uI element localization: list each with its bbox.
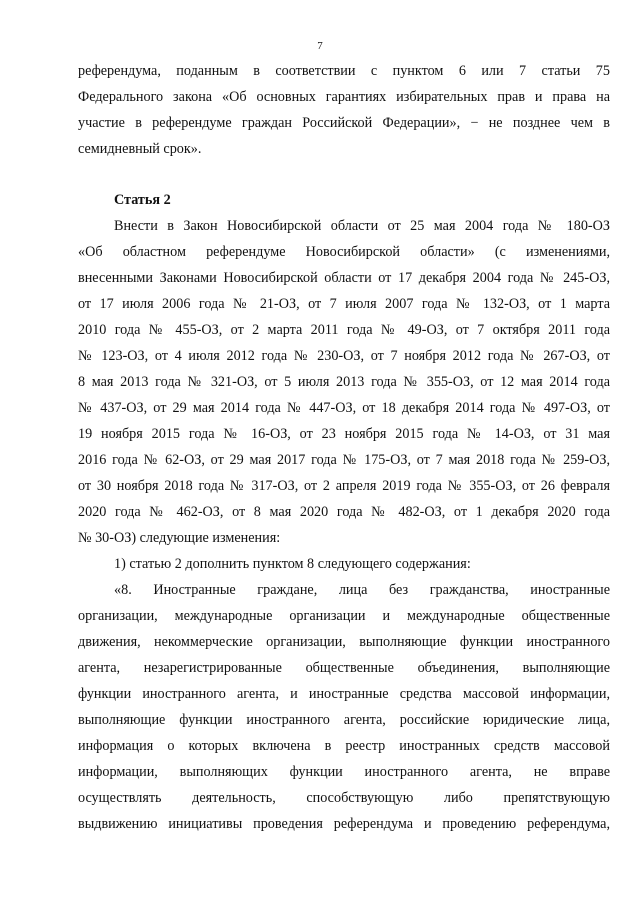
text-line: 2016 года № 62-ОЗ, от 29 мая 2017 года № 175-ОЗ, от 7 мая 2018 года № 259-ОЗ, [78,452,610,468]
text-line: выполняющие функции иностранного агента, российские юридические лица, [78,712,610,728]
text-line: Внести в Закон Новосибирской области от 25 мая 2004 года № 180-ОЗ [114,218,610,234]
page-number: 7 [317,40,323,52]
text-line: информация о которых включена в реестр иностранных средств массовой [78,738,610,754]
text-line: от 30 ноября 2018 года № 317-ОЗ, от 2 апреля 2019 года № 355-ОЗ, от 26 февраля [78,478,610,494]
text-line: № 437-ОЗ, от 29 мая 2014 года № 447-ОЗ, от 18 декабря 2014 года № 497-ОЗ, от [78,400,610,416]
text-line: 8 мая 2013 года № 321-ОЗ, от 5 июля 2013 года № 355-ОЗ, от 12 мая 2014 года [78,374,610,390]
text-line: семидневный срок». [78,141,202,157]
text-line: № 123-ОЗ, от 4 июля 2012 года № 230-ОЗ, от 7 ноября 2012 года № 267-ОЗ, от [78,348,610,364]
text-line: № 30-ОЗ) следующие изменения: [78,530,281,546]
text-line: организации, международные организации и международные общественные [78,608,610,624]
text-line: «8. Иностранные граждане, лица без гражданства, иностранные [114,582,610,598]
text-line: 19 ноября 2015 года № 16-ОЗ, от 23 ноября 2015 года № 14-ОЗ, от 31 мая [78,426,610,442]
text-line: 2010 года № 455-ОЗ, от 2 марта 2011 года № 49-ОЗ, от 7 октября 2011 года [78,322,610,338]
text-line: выдвижению инициативы проведения референдума и проведению референдума, [78,816,610,832]
text-line: информации, выполняющих функции иностранного агента, не вправе [78,764,610,780]
text-line: 1) статью 2 дополнить пунктом 8 следующего содержания: [114,556,471,572]
text-line: внесенными Законами Новосибирской области от 17 декабря 2004 года № 245-ОЗ, [78,270,610,286]
text-line: «Об областном референдуме Новосибирской области» (с изменениями, [78,244,610,260]
text-line: участие в референдуме граждан Российской Федерации», − не позднее чем в [78,115,610,131]
text-line: от 17 июля 2006 года № 21-ОЗ, от 7 июля 2007 года № 132-ОЗ, от 1 марта [78,296,610,312]
text-line: агента, незарегистрированные общественные объединения, выполняющие [78,660,610,676]
text-line: референдума, поданным в соответствии с пунктом 6 или 7 статьи 75 [78,63,610,79]
text-line: осуществлять деятельность, способствующую либо препятствующую [78,790,610,806]
text-line: 2020 года № 462-ОЗ, от 8 мая 2020 года № 482-ОЗ, от 1 декабря 2020 года [78,504,610,520]
article-heading: Статья 2 [114,192,171,208]
text-line: Федерального закона «Об основных гарантиях избирательных прав и права на [78,89,610,105]
text-line: движения, некоммерческие организации, выполняющие функции иностранного [78,634,610,650]
text-line: функции иностранного агента, и иностранные средства массовой информации, [78,686,610,702]
